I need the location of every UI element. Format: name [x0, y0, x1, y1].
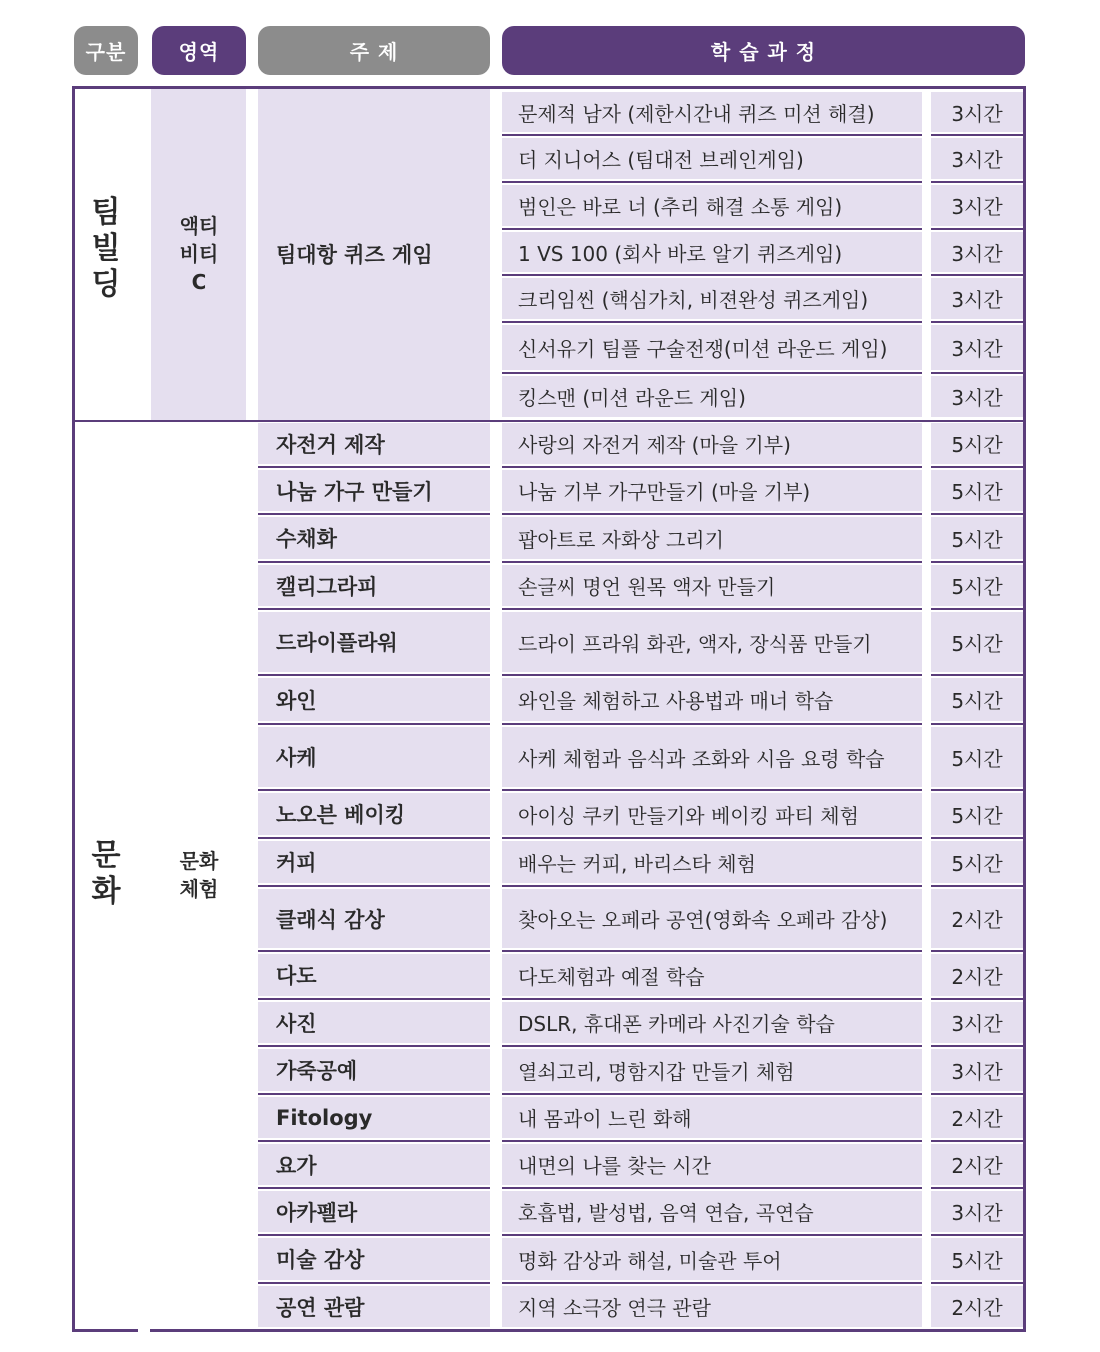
- row-topic: 커피: [276, 851, 317, 875]
- category-char: 문: [91, 838, 121, 873]
- row-course: 킹스맨 (미션 라운드 게임): [518, 386, 746, 410]
- category-char: 빌: [91, 231, 121, 266]
- header-gubun: 구분: [74, 26, 138, 75]
- header-area: 영역: [152, 26, 246, 75]
- row-course: 더 지니어스 (팀대전 브레인게임): [518, 148, 804, 172]
- row-hours: 5시간: [951, 746, 1003, 771]
- row-course: 문제적 남자 (제한시간내 퀴즈 미션 해결): [518, 101, 875, 126]
- header-course: 학 습 과 정: [502, 26, 1025, 75]
- row-course: 팝아트로 자화상 그리기: [518, 527, 724, 552]
- row-topic: 나눔 가구 만들기: [276, 479, 433, 504]
- row-course: 호흡법, 발성법, 음역 연습, 곡연습: [518, 1201, 814, 1225]
- row-hours: 5시간: [951, 851, 1003, 876]
- row-topic: 캘리그라피: [276, 574, 378, 599]
- row-course: 드라이 프라워 화관, 액자, 장식품 만들기: [518, 631, 872, 656]
- row-course: 사랑의 자전거 제작 (마을 기부): [518, 433, 791, 457]
- row-hours: 2시간: [951, 1107, 1003, 1131]
- row-hours: 3시간: [951, 101, 1003, 126]
- row-hours: 2시간: [951, 1154, 1003, 1178]
- row-hours: 5시간: [951, 803, 1003, 828]
- row-hours: 3시간: [951, 386, 1003, 410]
- row-hours: 2시간: [951, 964, 1003, 989]
- category-char: 액티: [179, 214, 219, 238]
- row-course: 1 VS 100 (회사 바로 알기 퀴즈게임): [518, 241, 843, 266]
- row-course: 내면의 나를 찾는 시간: [518, 1154, 711, 1178]
- row-topic: 자전거 제작: [276, 432, 385, 457]
- row-course: 명화 감상과 해설, 미술관 투어: [518, 1248, 782, 1273]
- row-hours: 3시간: [951, 1012, 1003, 1036]
- culture-area-label: [152, 847, 246, 903]
- row-topic: 미술 감상: [276, 1248, 365, 1272]
- category-char: C: [191, 270, 207, 294]
- row-hours: 3시간: [951, 148, 1003, 172]
- row-course: 크리임씬 (핵심가치, 비젼완성 퀴즈게임): [518, 288, 869, 312]
- row-topic: 클래식 감상: [276, 907, 385, 932]
- row-hours: 2시간: [951, 1296, 1003, 1320]
- row-course: DSLR, 휴대폰 카메라 사진기술 학습: [518, 1012, 835, 1036]
- row-topic: 사케: [276, 746, 317, 770]
- row-course: 열쇠고리, 명함지갑 만들기 체험: [518, 1059, 795, 1084]
- row-course: 배우는 커피, 바리스타 체험: [518, 851, 756, 876]
- row-hours: 3시간: [951, 241, 1003, 266]
- row-hours: 5시간: [951, 1248, 1003, 1273]
- frame-gap: [138, 1322, 150, 1336]
- row-course: 손글씨 명언 원목 액자 만들기: [518, 575, 776, 599]
- row-topic: 다도: [276, 964, 317, 988]
- row-course: 와인을 체험하고 사용법과 매너 학습: [518, 689, 834, 713]
- row-course: 찾아오는 오페라 공연(영화속 오페라 감상): [518, 908, 888, 932]
- row-topic: Fitology: [276, 1105, 373, 1130]
- teambuilding-topic: 팀대항 퀴즈 게임: [276, 243, 433, 267]
- row-topic: 수채화: [276, 527, 337, 551]
- row-hours: 3시간: [951, 1201, 1003, 1225]
- row-hours: 3시간: [951, 195, 1003, 219]
- row-course: 신서유기 팀플 구술전쟁(미션 라운드 게임): [518, 337, 888, 361]
- row-hours: 5시간: [951, 527, 1003, 552]
- row-course: 다도체험과 예절 학습: [518, 964, 705, 989]
- row-hours: 3시간: [951, 288, 1003, 312]
- row-topic: 요가: [276, 1153, 317, 1178]
- row-hours: 5시간: [951, 689, 1003, 713]
- category-char: 팀: [91, 195, 121, 230]
- teambuilding-category-label: [76, 195, 136, 303]
- header-topic: 주 제: [258, 26, 490, 75]
- row-course: 아이싱 쿠키 만들기와 베이킹 파티 체험: [518, 803, 859, 828]
- row-course: 나눔 기부 가구만들기 (마을 기부): [518, 480, 811, 504]
- row-hours: 5시간: [951, 575, 1003, 599]
- row-topic: 와인: [276, 688, 317, 713]
- row-topic: 드라이플라워: [276, 631, 398, 655]
- row-topic: 사진: [276, 1011, 317, 1036]
- row-hours: 5시간: [951, 480, 1003, 504]
- category-char: 비티: [179, 242, 219, 266]
- category-char: 문화: [179, 849, 219, 873]
- row-course: 사케 체험과 음식과 조화와 시음 요령 학습: [518, 746, 885, 771]
- category-char: 화: [91, 874, 121, 909]
- culture-category-label: [76, 838, 136, 910]
- row-topic: 노오븐 베이킹: [276, 803, 406, 827]
- category-char: 체험: [179, 877, 219, 901]
- row-course: 범인은 바로 너 (추리 해결 소통 게임): [518, 195, 843, 219]
- row-hours: 5시간: [951, 631, 1003, 656]
- row-hours: 3시간: [951, 337, 1003, 361]
- row-topic: 가죽공예: [276, 1059, 358, 1083]
- row-hours: 2시간: [951, 908, 1003, 932]
- teambuilding-area-label: [152, 212, 246, 296]
- row-hours: 5시간: [951, 433, 1003, 457]
- row-topic: 아카펠라: [276, 1200, 358, 1225]
- row-course: 내 몸과이 느린 화해: [518, 1107, 692, 1131]
- category-char: 딩: [91, 267, 121, 302]
- row-topic: 공연 관람: [276, 1295, 365, 1320]
- row-hours: 3시간: [951, 1059, 1003, 1084]
- row-course: 지역 소극장 연극 관람: [518, 1296, 711, 1320]
